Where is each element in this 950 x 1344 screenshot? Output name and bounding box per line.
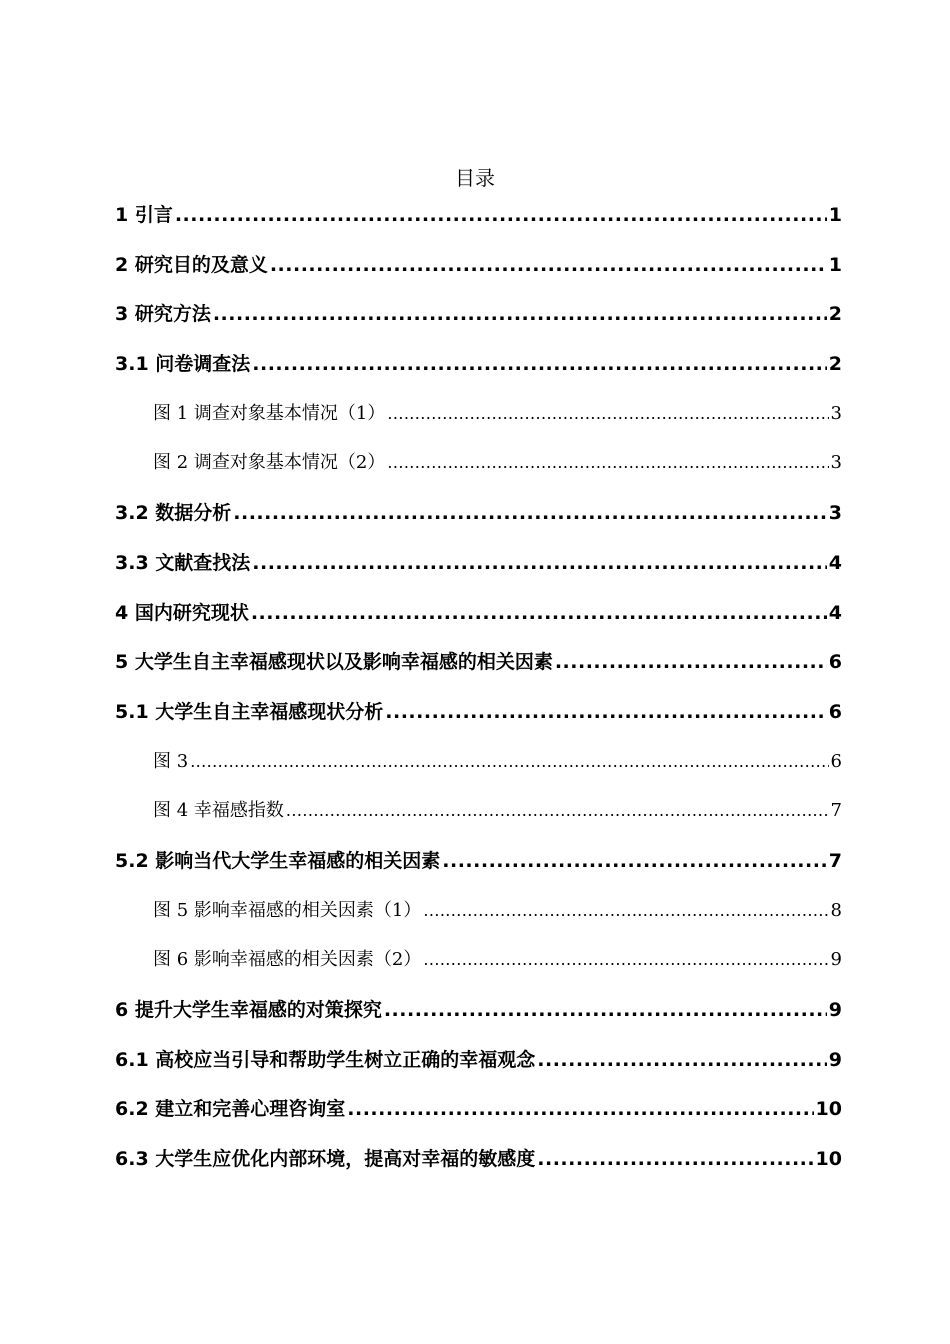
toc-entry-title: 图 1 调查对象基本情况（1） [153,402,386,424]
toc-entry-title: 6.1 高校应当引导和帮助学生树立正确的幸福观念 [115,1048,536,1071]
toc-page-number: 6 [828,651,842,674]
toc-dot-leader [423,940,828,980]
toc-page-number: 4 [828,551,842,574]
toc-page-number: 6 [830,750,842,772]
toc-entry[interactable] [115,990,842,1040]
toc-entry[interactable] [115,294,842,344]
toc-entry-title: 图 5 影响幸福感的相关因素（1） [153,899,422,921]
toc-entry[interactable] [115,742,842,792]
toc-entry[interactable] [115,642,842,692]
toc-entry-title: 5.1 大学生自主幸福感现状分析 [115,700,384,723]
toc-entry[interactable] [115,791,842,841]
toc-entry[interactable] [115,195,842,245]
toc-entry[interactable] [115,493,842,543]
toc-entry-title: 2 研究目的及意义 [115,253,268,276]
toc-page-number: 4 [828,601,842,624]
toc-dot-leader [233,493,826,533]
toc-dot-leader [537,1139,813,1179]
toc-page-number: 1 [828,204,842,226]
toc-dot-leader [442,841,826,881]
toc-page-number: 9 [828,1048,842,1071]
toc-dot-leader [270,245,827,285]
toc-entry-title: 3.3 文献查找法 [115,551,251,574]
toc-entry[interactable] [115,245,842,295]
toc-entry[interactable] [115,692,842,742]
toc-entry[interactable] [115,344,842,394]
toc-page-number: 10 [815,1098,842,1121]
toc-entry-title: 3.1 问卷调查法 [115,353,251,376]
toc-page-number: 3 [828,502,842,525]
toc-list [115,195,842,1189]
toc-page-number: 10 [815,1148,842,1171]
toc-dot-leader [251,593,827,633]
toc-page-number: 2 [828,303,842,326]
toc-entry[interactable] [115,1089,842,1139]
toc-dot-leader [423,891,828,931]
toc-entry-title: 3.2 数据分析 [115,502,232,525]
toc-entry[interactable] [115,1139,842,1189]
toc-entry[interactable] [115,593,842,643]
toc-entry[interactable] [115,1040,842,1090]
toc-title: 目录 [455,166,495,190]
toc-dot-leader [213,294,827,334]
toc-page-number: 1 [828,253,842,276]
toc-entry-title: 4 国内研究现状 [115,601,249,624]
toc-entry-title: 1 引言 [115,204,173,226]
toc-entry-title: 5 大学生自主幸福感现状以及影响幸福感的相关因素 [115,651,553,674]
toc-entry[interactable] [115,841,842,891]
toc-entry-title: 6.2 建立和完善心理咨询室 [115,1098,346,1121]
toc-dot-leader [385,692,826,732]
toc-page-number: 7 [828,849,842,872]
toc-dot-leader [387,443,828,483]
toc-dot-leader [286,791,829,831]
toc-entry-title: 6.3 大学生应优化内部环境，提高对幸福的敏感度 [115,1148,536,1171]
toc-page-number: 8 [830,899,842,921]
toc-dot-leader [252,543,826,583]
toc-entry[interactable] [115,891,842,941]
toc-dot-leader [175,195,827,235]
toc-page-number: 7 [830,800,842,822]
toc-dot-leader [347,1089,813,1129]
toc-entry-title: 6 提升大学生幸福感的对策探究 [115,999,382,1021]
toc-page-number: 3 [830,452,842,474]
toc-entry[interactable] [115,543,842,593]
toc-entry-title: 图 2 调查对象基本情况（2） [153,452,386,474]
toc-page-number: 9 [828,999,842,1021]
toc-entry-title: 3 研究方法 [115,303,211,326]
toc-page-number: 9 [830,949,842,971]
toc-entry-title: 图 6 影响幸福感的相关因素（2） [153,949,422,971]
toc-page-number: 6 [828,700,842,723]
toc-dot-leader [384,990,827,1030]
toc-dot-leader [190,742,828,782]
toc-entry-title: 图 4 幸福感指数 [153,800,284,822]
toc-dot-leader [387,394,828,434]
toc-entry-title: 图 3 [153,750,189,772]
toc-dot-leader [537,1040,826,1080]
toc-entry-title: 5.2 影响当代大学生幸福感的相关因素 [115,849,441,872]
toc-page-number: 2 [828,353,842,376]
toc-entry[interactable] [115,394,842,444]
toc-dot-leader [555,642,827,682]
toc-entry[interactable] [115,940,842,990]
toc-page-number: 3 [830,402,842,424]
toc-dot-leader [252,344,826,384]
toc-entry[interactable] [115,443,842,493]
